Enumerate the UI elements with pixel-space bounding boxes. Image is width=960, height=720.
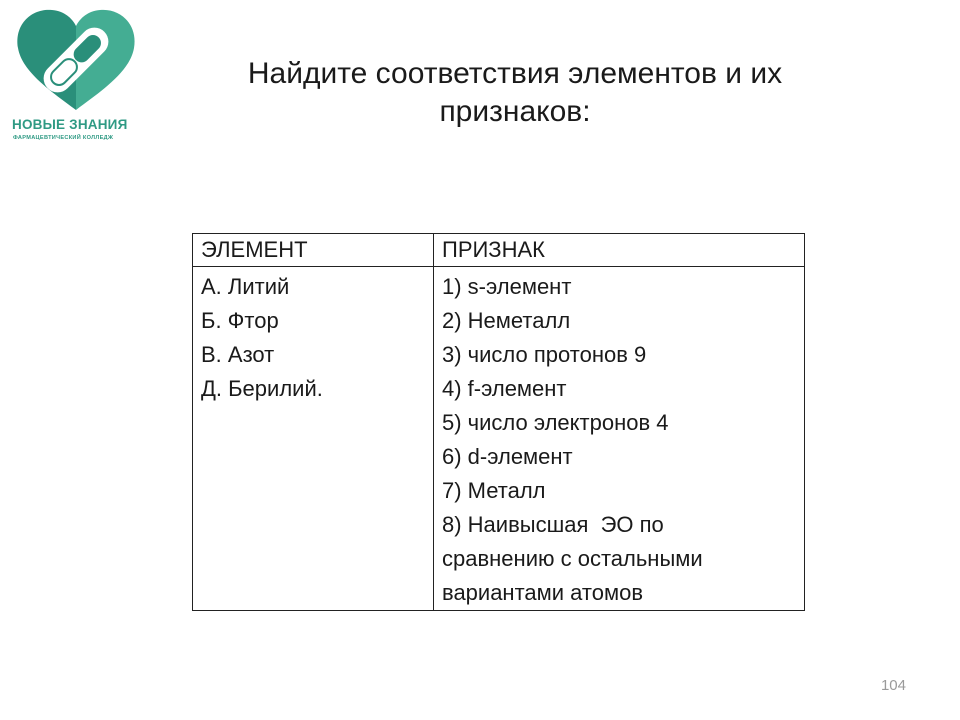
header-feature: ПРИЗНАК [434,234,805,267]
feature-item: сравнению с остальными [442,546,703,571]
pill-heart-icon [12,6,140,114]
features-cell [434,267,805,611]
element-item: А. Литий [201,274,290,299]
college-logo [8,6,144,146]
feature-item: 5) число электронов 4 [442,410,669,435]
page-number: 104 [880,677,906,694]
feature-item: 8) Наивысшая ЭО по [442,512,664,537]
logo-name: НОВЫЕ ЗНАНИЯ [12,117,128,132]
table-body-row [193,267,805,611]
matching-table [192,233,805,611]
header-element: ЭЛЕМЕНТ [193,234,434,267]
logo-subtitle: ФАРМАЦЕВТИЧЕСКИЙ КОЛЛЕДЖ [13,135,114,141]
feature-item: 6) d-элемент [442,444,573,469]
feature-item: 4) f-элемент [442,376,567,401]
slide-title: Найдите соответствия элементов и их признаков: [247,57,783,128]
feature-item: 1) s-элемент [442,274,572,299]
feature-item: 7) Металл [442,478,546,503]
feature-item: вариантами атомов [442,580,644,605]
element-item: Б. Фтор [201,308,279,333]
elements-cell [193,267,434,611]
element-item: Д. Берилий. [201,376,323,401]
element-item: В. Азот [201,342,275,367]
feature-item: 2) Неметалл [442,308,571,333]
table-header-row [193,234,805,267]
feature-item: 3) число протонов 9 [442,342,647,367]
